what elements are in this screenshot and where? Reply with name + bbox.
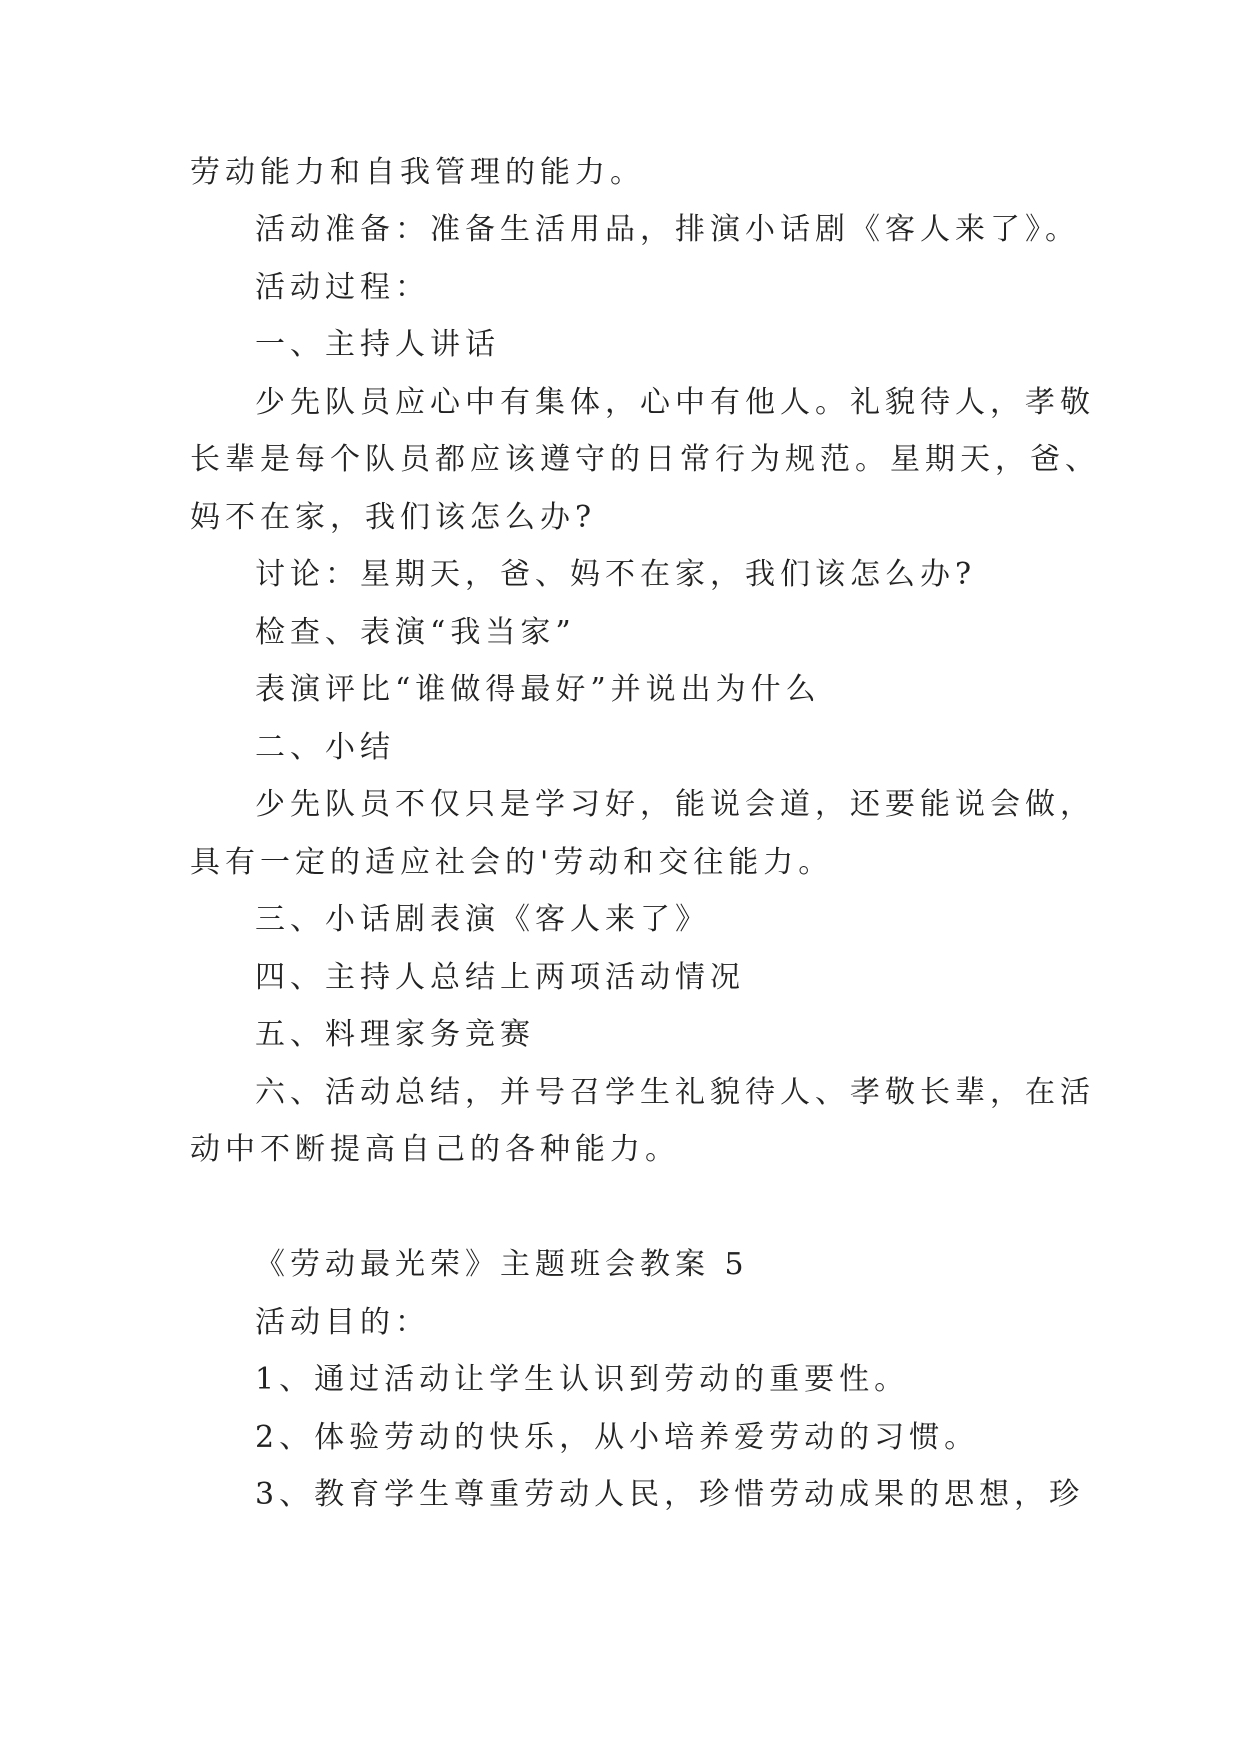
activity-goal-heading: 活动目的： [255, 1305, 430, 1340]
activity-process-heading: 活动过程： [255, 270, 430, 305]
paragraph-line: 检查、表演“我当家” [255, 615, 576, 650]
section-heading: 三、小话剧表演《客人来了》 [255, 902, 710, 937]
paragraph-line: 少先队员应心中有集体，心中有他人。礼貌待人，孝敬 [255, 385, 1095, 420]
lesson-plan-title: 《劳动最光荣》主题班会教案 5 [255, 1247, 749, 1282]
section-heading: 五、料理家务竞赛 [255, 1017, 535, 1052]
paragraph-line: 劳动能力和自我管理的能力。 [190, 155, 645, 190]
section-heading: 二、小结 [255, 730, 395, 765]
section-heading: 一、主持人讲话 [255, 327, 500, 362]
list-item: 3、教育学生尊重劳动人民，珍惜劳动成果的思想，珍 [255, 1477, 1085, 1512]
section-heading: 四、主持人总结上两项活动情况 [255, 960, 745, 995]
paragraph-line: 动中不断提高自己的各种能力。 [190, 1132, 680, 1167]
paragraph-line: 表演评比“谁做得最好”并说出为什么 [255, 672, 821, 707]
list-item: 2、体验劳动的快乐，从小培养爱劳动的习惯。 [255, 1420, 980, 1455]
activity-preparation: 活动准备：准备生活用品，排演小话剧《客人来了》。 [255, 212, 1080, 247]
paragraph-line: 具有一定的适应社会的'劳动和交往能力。 [190, 845, 834, 880]
paragraph-line: 少先队员不仅只是学习好，能说会道，还要能说会做， [255, 787, 1095, 822]
paragraph-line: 六、活动总结，并号召学生礼貌待人、孝敬长辈，在活 [255, 1075, 1095, 1110]
paragraph-line: 长辈是每个队员都应该遵守的日常行为规范。星期天，爸、 [190, 442, 1100, 477]
paragraph-line: 讨论：星期天，爸、妈不在家，我们该怎么办? [255, 557, 977, 592]
list-item: 1、通过活动让学生认识到劳动的重要性。 [255, 1362, 910, 1397]
paragraph-line: 妈不在家，我们该怎么办? [190, 500, 597, 535]
